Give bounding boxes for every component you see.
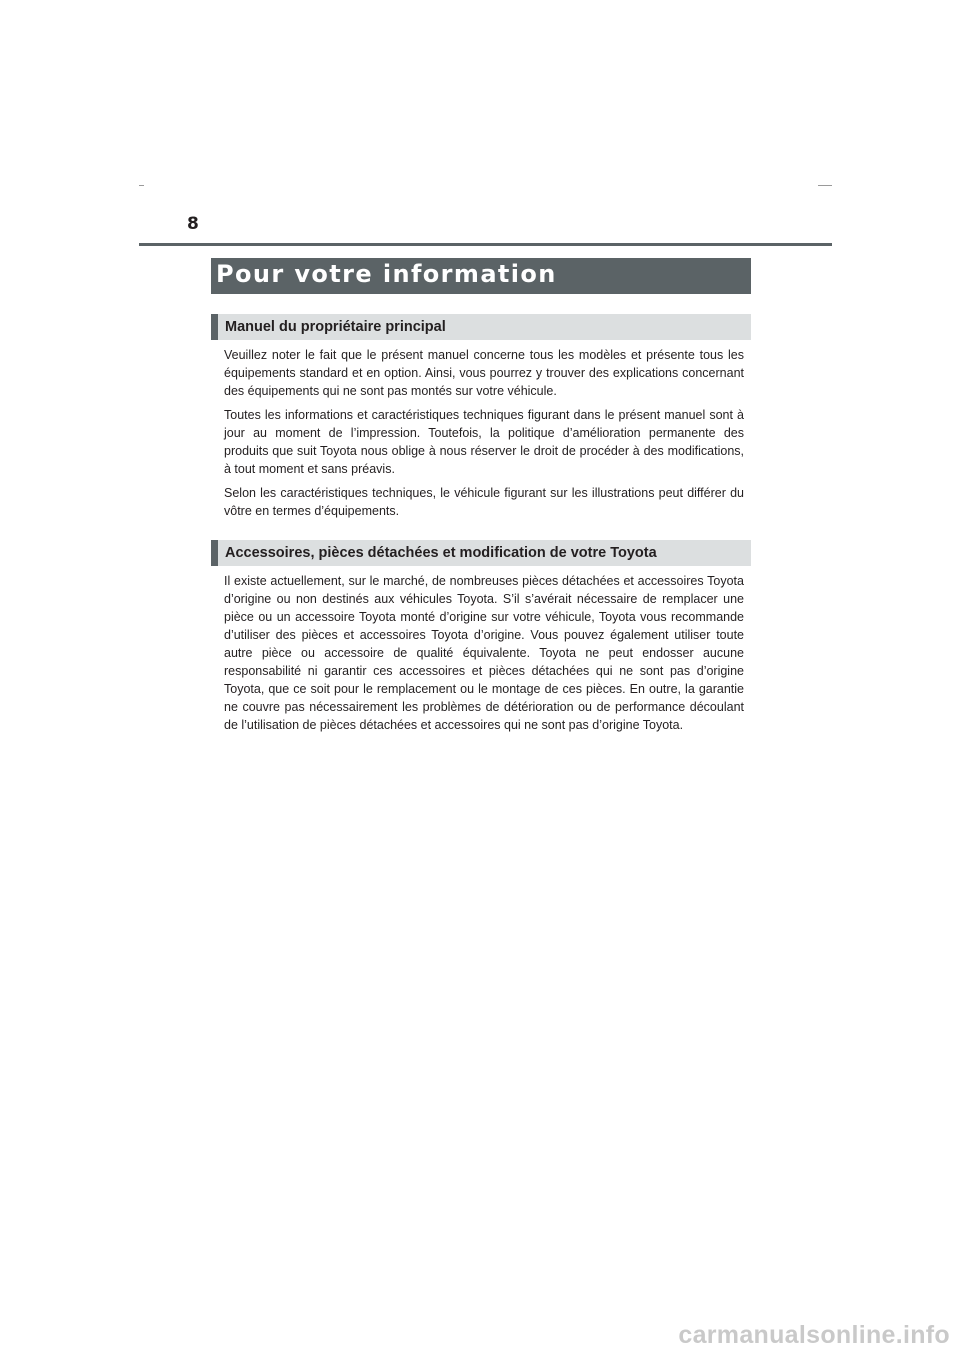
- page-number: 8: [187, 214, 199, 234]
- section-body-owners-manual: [224, 346, 744, 526]
- paragraph: Veuillez noter le fait que le présent manuel concerne tous les modèles et présente tous les équipements standard et en option. Ainsi, vous pourrez y trouver des explications concernant des équipements qui ne sont pas montés sur votre véhicule.: [224, 348, 744, 398]
- section-header-owners-manual: [211, 314, 751, 340]
- watermark-text: carmanualsonline.info: [678, 1321, 950, 1349]
- paragraph: Il existe actuellement, sur le marché, de nombreuses pièces détachées et accessoires Toyota d’origine ou non destinés aux véhicules Toyota. S’il s’avérait nécessaire de remplacer une pièce ou un accessoire Toyota monté d’origine sur votre véhicule, Toyota vous recommande d’utiliser des pièces et accessoires Toyota d’origine. Vous pouvez également utiliser toute autre pièce ou accessoire de qualité équivalente. Toyota ne peut endosser aucune responsabilité ni garantir ces accessoires et pièces détachées qui ne sont pas d’origine Toyota, que ce soit pour le remplacement ou le montage de ces pièces. En outre, la garantie ne couvre pas nécessairement les problèmes de détérioration ou de performance découlant de l’utilisation de pièces détachées et accessoires qui ne sont pas d’origine Toyota.: [224, 574, 744, 732]
- chapter-title: Pour votre information: [216, 260, 557, 288]
- crop-mark-left: [139, 185, 144, 186]
- paragraph: Selon les caractéristiques techniques, le véhicule figurant sur les illustrations peut différer du vôtre en termes d’équipements.: [224, 486, 744, 518]
- crop-mark-right: [818, 185, 832, 186]
- section-title: Accessoires, pièces détachées et modification de votre Toyota: [225, 545, 657, 561]
- section-title: Manuel du propriétaire principal: [225, 319, 446, 335]
- chapter-banner: [211, 258, 751, 294]
- section-body-accessories: [224, 572, 744, 740]
- header-rule: [139, 243, 832, 246]
- section-header-accessories: [211, 540, 751, 566]
- paragraph: Toutes les informations et caractéristiques techniques figurant dans le présent manuel sont à jour au moment de l’impression. Toutefois, la politique d’amélioration permanente des produits que suit Toyota nous oblige à nous réserver le droit de procéder à des modifications, à tout moment et sans préavis.: [224, 408, 744, 476]
